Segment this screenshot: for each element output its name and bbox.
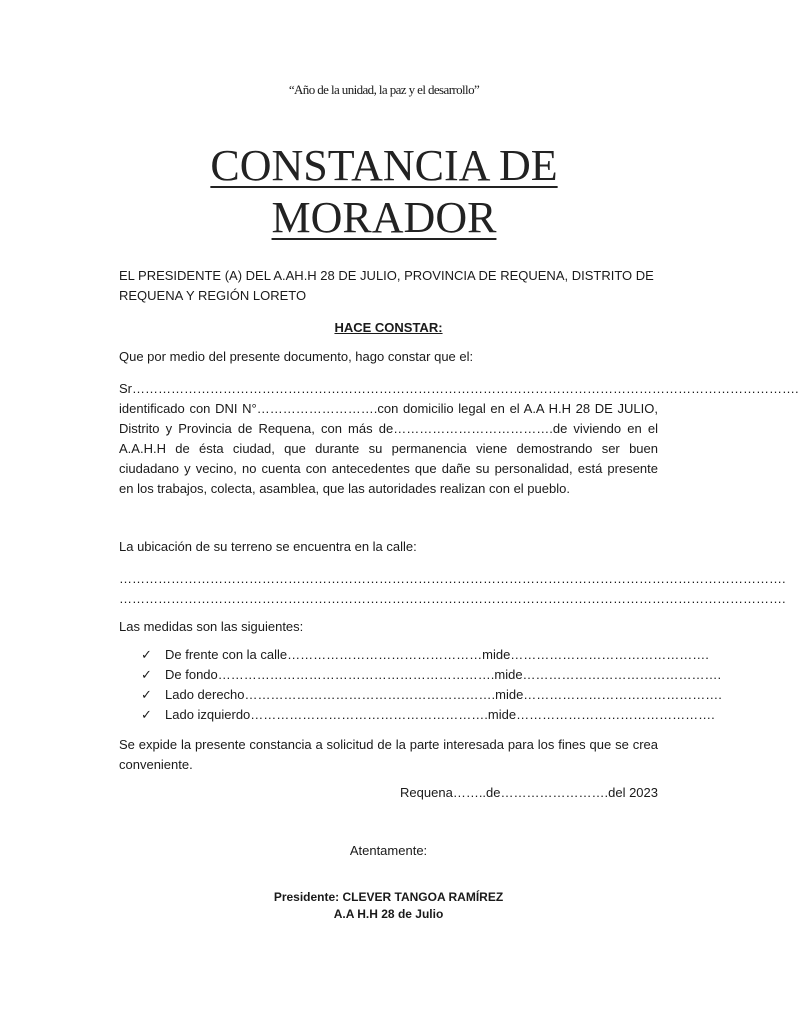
checkmark-icon: ✓ <box>141 707 152 722</box>
location-dotted-line-2: ………………………………………………………………………………………………………………………………………. <box>119 591 786 606</box>
list-item <box>141 665 722 685</box>
main-paragraph-text: identificado con DNI N°……………………….con domicilio legal en el A.A H.H 28 DE JULIO, Distrito y Provincia de Requena, con más de……………………………….de viviendo en el A.A.H.H de ésta ciudad, que durante su permanencia viene demostrando ser buen ciudadano y vecino, no cuenta con antecedentes que dañe su personalidad, está presente en los trabajos, colecta, asamblea, que las autoridades realizan con el pueblo. <box>119 401 658 496</box>
signature-name: CLEVER TANGOA RAMÍREZ <box>342 890 504 904</box>
list-item <box>141 705 715 725</box>
measure-back: De fondo……………………………………………………….mide………………………………………. <box>165 667 722 682</box>
measure-right: Lado derecho………………………………………………….mide………………………………………. <box>165 687 722 702</box>
hace-constar-heading: HACE CONSTAR: <box>334 320 443 335</box>
measures-list <box>119 645 722 725</box>
lead-sentence: Que por medio del presente documento, hago constar que el: <box>119 349 474 364</box>
signature-block <box>119 889 658 923</box>
signature-org: A.A H.H 28 de Julio <box>333 907 444 921</box>
list-item <box>141 645 709 665</box>
location-dotted-line-1: ………………………………………………………………………………………………………………………………………. <box>119 571 786 586</box>
motto-line: “Año de la unidad, la paz y el desarrollo” <box>288 82 480 97</box>
sr-dotted-line: Sr………………………………………………………………………………………………………………………………………. <box>119 381 799 396</box>
main-paragraph <box>119 379 799 499</box>
document-title <box>0 140 768 244</box>
title-line-1: CONSTANCIA DE <box>210 141 558 190</box>
checkmark-icon: ✓ <box>141 667 152 682</box>
measure-front: De frente con la calle………………………………………mide………………………………………. <box>165 647 709 662</box>
signature-role: Presidente: <box>273 890 343 904</box>
location-label: La ubicación de su terreno se encuentra en la calle: <box>119 539 417 554</box>
title-line-2: MORADOR <box>271 193 497 242</box>
signature-name-line <box>119 889 658 906</box>
list-item <box>141 685 722 705</box>
checkmark-icon: ✓ <box>141 687 152 702</box>
document-body <box>119 266 799 923</box>
checkmark-icon: ✓ <box>141 647 152 662</box>
measure-left: Lado izquierdo……………………………………………….mide………………………………………. <box>165 707 715 722</box>
intro-paragraph: EL PRESIDENTE (A) DEL A.AH.H 28 DE JULIO, PROVINCIA DE REQUENA, DISTRITO DE REQUENA Y REGIÓN LORETO <box>119 268 654 303</box>
closing-paragraph: Se expide la presente constancia a solicitud de la parte interesada para los fines que se crea conveniente. <box>119 737 658 772</box>
regards-text: Atentamente: <box>349 843 428 858</box>
date-line: Requena……..de…………………….del 2023 <box>400 785 658 800</box>
measures-label: Las medidas son las siguientes: <box>119 619 304 634</box>
